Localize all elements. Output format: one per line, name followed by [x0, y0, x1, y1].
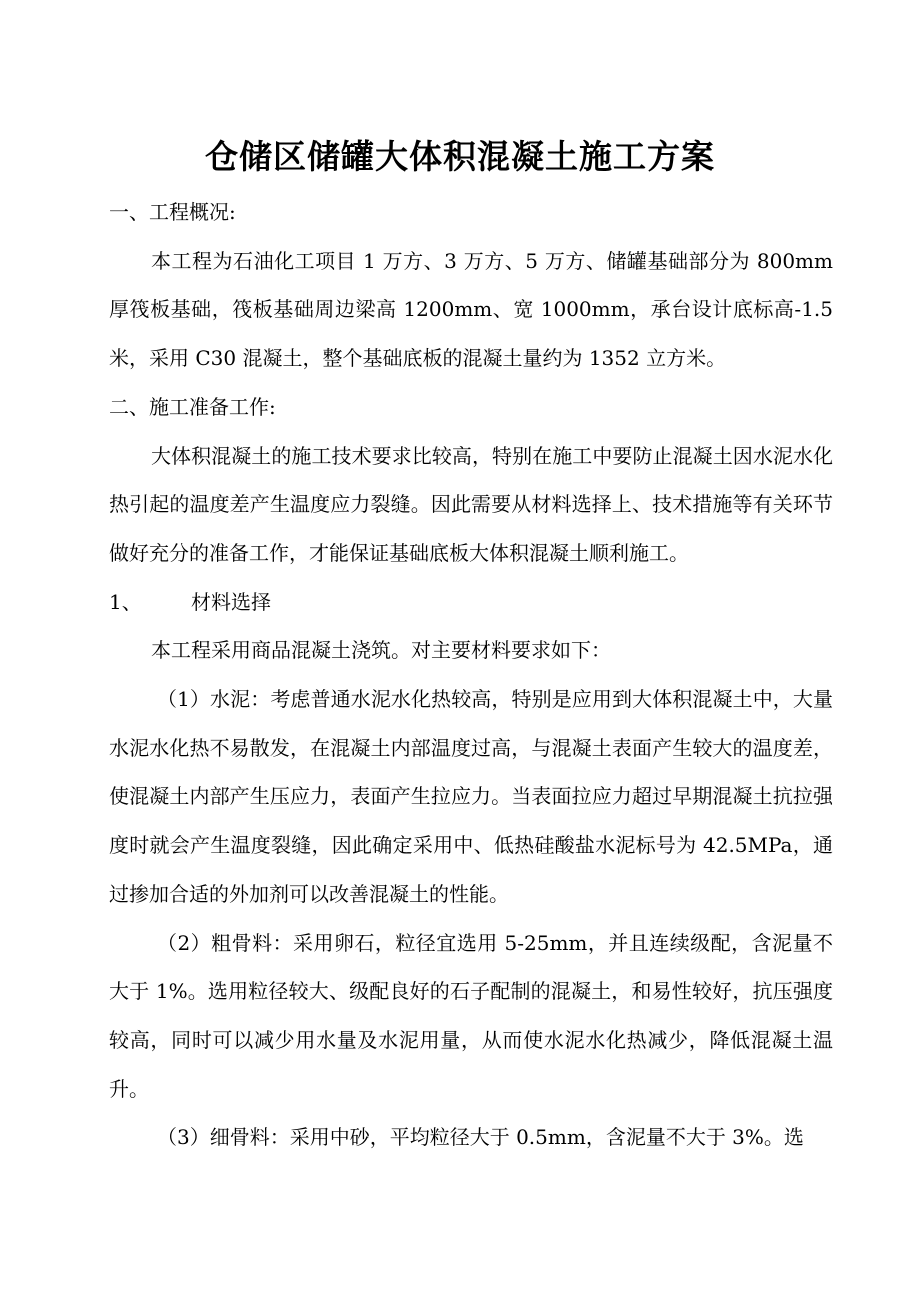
page-title: 仓储区储罐大体积混凝土施工方案: [205, 137, 715, 176]
paragraph-materials-intro: 本工程采用商品混凝土浇筑。对主要材料要求如下：: [151, 638, 611, 663]
paragraph-cement: （1）水泥：考虑普通水泥水化热较高，特别是应用到大体积混凝土中，大量水泥水化热不易散发，在混凝土内部温度过高，与混凝土表面产生较大的温度差，使混凝土内部产生压应力，表面产生拉应力。当表面拉应力超过早期混凝土抗拉强度时就会产生温度裂缝，因此确定采用中、低热硅酸盐水泥标号为 42.5MPa，通过掺加合适的外加剂可以改善混凝土的性能。: [109, 687, 833, 906]
paragraph-preparation: 大体积混凝土的施工技术要求比较高，特别在施工中要防止混凝土因水泥水化热引起的温度差产生温度应力裂缝。因此需要从材料选择上、技术措施等有关环节做好充分的准备工作，才能保证基础底板大体积混凝土顺利施工。: [109, 443, 833, 565]
section-heading-overview: 一、工程概况:: [109, 200, 236, 224]
document-body: [109, 188, 833, 1162]
paragraph-fine-aggregate: （3）细骨料：采用中砂，平均粒径大于 0.5mm，含泥量不大于 3%。选: [157, 1125, 804, 1150]
subsection-heading-materials: [109, 578, 833, 627]
paragraph-coarse-aggregate: （2）粗骨料：采用卵石，粒径宜选用 5-25mm，并且连续级配，含泥量不大于 1%。选用粒径较大、级配良好的石子配制的混凝土，和易性较好，抗压强度较高，同时可以减少用水量及水泥用量，从而使水泥水化热减少，降低混凝土温升。: [109, 930, 833, 1101]
section-heading-preparation: 二、施工准备工作:: [109, 394, 276, 419]
subsection-number: 1、: [109, 589, 142, 614]
paragraph-project-overview: 本工程为石油化工项目 1 万方、3 万方、5 万方、储罐基础部分为 800mm 厚筏板基础，筏板基础周边梁高 1200mm、宽 1000mm，承台设计底标高-1.5 米，采用 C30 混凝土，整个基础底板的混凝土量约为 1352 立方米。: [109, 248, 833, 371]
subsection-title: 材料选择: [191, 589, 271, 614]
